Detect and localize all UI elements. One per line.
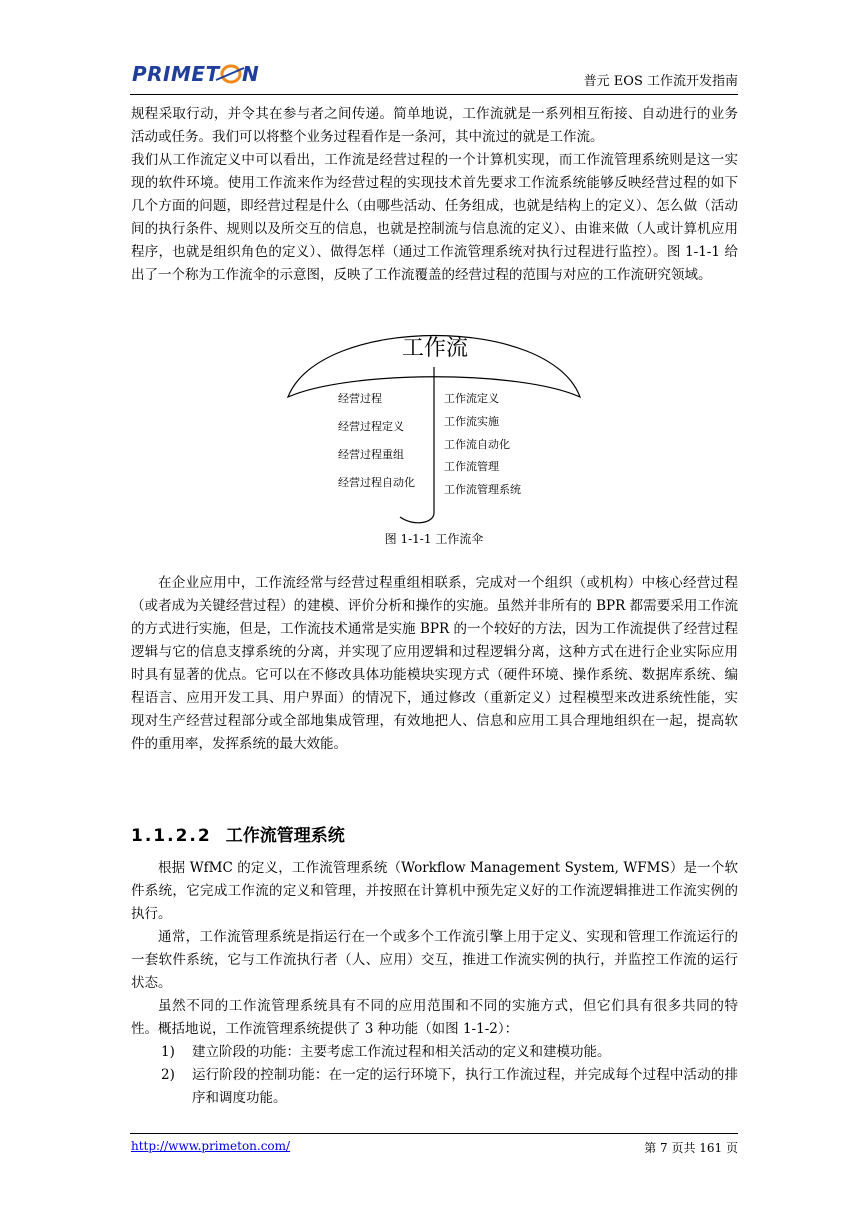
left-item: 经营过程自动化 (338, 476, 415, 489)
primeton-logo (132, 60, 272, 88)
left-item: 经营过程 (338, 392, 382, 405)
right-item: 工作流自动化 (444, 438, 510, 451)
left-item: 经营过程定义 (338, 420, 404, 433)
list-marker: 1) (161, 1044, 175, 1060)
header-divider (130, 94, 738, 95)
umbrella-title: 工作流 (401, 336, 469, 361)
list-item (131, 1041, 738, 1064)
paragraph-4: 根据 WfMC 的定义，工作流管理系统（Workflow Management System, WFMS）是一个软件系统，它完成工作流的定义和管理，并按照在计算机中预先定义好的工作流逻辑推进工作流实例的执行。 (131, 860, 738, 922)
left-item: 经营过程重组 (338, 448, 404, 461)
logo-text: PRIMET (132, 62, 220, 86)
right-item: 工作流管理 (444, 460, 499, 473)
list-marker: 2) (161, 1067, 175, 1083)
right-item: 工作流管理系统 (444, 483, 521, 496)
umbrella-handle (400, 367, 434, 523)
section-number: 1.1.2.2 (131, 826, 212, 846)
right-item: 工作流定义 (444, 392, 499, 405)
header-title: 普元 EOS 工作流开发指南 (583, 74, 738, 89)
footer-divider (130, 1133, 738, 1134)
paragraph-5: 通常，工作流管理系统是指运行在一个或多个工作流引擎上用于定义、实现和管理工作流运行的一套软件系统，它与工作流执行者（人、应用）交互，推进工作流实例的执行，并监控工作流的运行状态。 (131, 929, 738, 991)
figure-caption: 图 1-1-1 工作流伞 (384, 532, 484, 546)
svg-text:N: N (242, 62, 259, 86)
paragraph-3: 在企业应用中，工作流经常与经营过程重组相联系，完成对一个组织（或机构）中核心经营过程（或者成为关键经营过程）的建模、评价分析和操作的实施。虽然并非所有的 BPR 都需要采用工作流的方式进行实施，但是，工作流技术通常是实施 BPR 的一个较好的方法，因为工作流提供了经营过程逻辑与它的信息支撑系统的分离，并实现了应用逻辑和过程逻辑分离，这种方式在进行企业实际应用时具有显著的优点。它可以在不修改具体功能模块实现方式（硬件环境、操作系统、数据库系统、编程语言、应用开发工具、用户界面）的情况下，通过修改（重新定义）过程模型来改进系统性能，实现对生产经营过程部分或全部地集成管理，有效地把人、信息和应用工具合理地组织在一起，提高软件的重用率，发挥系统的最大效能。 (131, 575, 738, 752)
right-item: 工作流实施 (444, 415, 499, 428)
section-heading (131, 824, 345, 848)
paragraph-1: 规程采取行动，并令其在参与者之间传递。简单地说，工作流就是一系列相互衔接、自动进行的业务活动或任务。我们可以将整个业务过程看作是一条河，其中流过的就是工作流。 (131, 106, 738, 145)
paragraph-2: 我们从工作流定义中可以看出，工作流是经营过程的一个计算机实现，而工作流管理系统则是这一实现的软件环境。使用工作流来作为经营过程的实现技术首先要求工作流系统能够反映经营过程的如下几个方面的问题，即经营过程是什么（由哪些活动、任务组成，也就是结构上的定义）、怎么做（活动间的执行条件、规则以及所交互的信息，也就是控制流与信息流的定义）、由谁来做（人或计算机应用程序，也就是组织角色的定义）、做得怎样（通过工作流管理系统对执行过程进行监控）。图 1-1-1 给出了一个称为工作流伞的示意图，反映了工作流覆盖的经营过程的范围与对应的工作流研究领域。 (131, 152, 738, 283)
footer-url-link[interactable]: http://www.primeton.com/ (131, 1139, 291, 1153)
workflow-umbrella-figure (280, 325, 590, 535)
section-title: 工作流管理系统 (225, 826, 345, 846)
paragraph-6: 虽然不同的工作流管理系统具有不同的应用范围和不同的实施方式，但它们具有很多共同的特性。概括地说，工作流管理系统提供了 3 种功能（如图 1-1-2）： (131, 998, 738, 1037)
list-text: 运行阶段的控制功能：在一定的运行环境下，执行工作流过程，并完成每个过程中活动的排序和调度功能。 (192, 1067, 738, 1106)
page-number: 第 7 页共 161 页 (644, 1141, 738, 1155)
list-item (131, 1064, 738, 1110)
list-text: 建立阶段的功能：主要考虑工作流过程和相关活动的定义和建模功能。 (192, 1044, 611, 1060)
